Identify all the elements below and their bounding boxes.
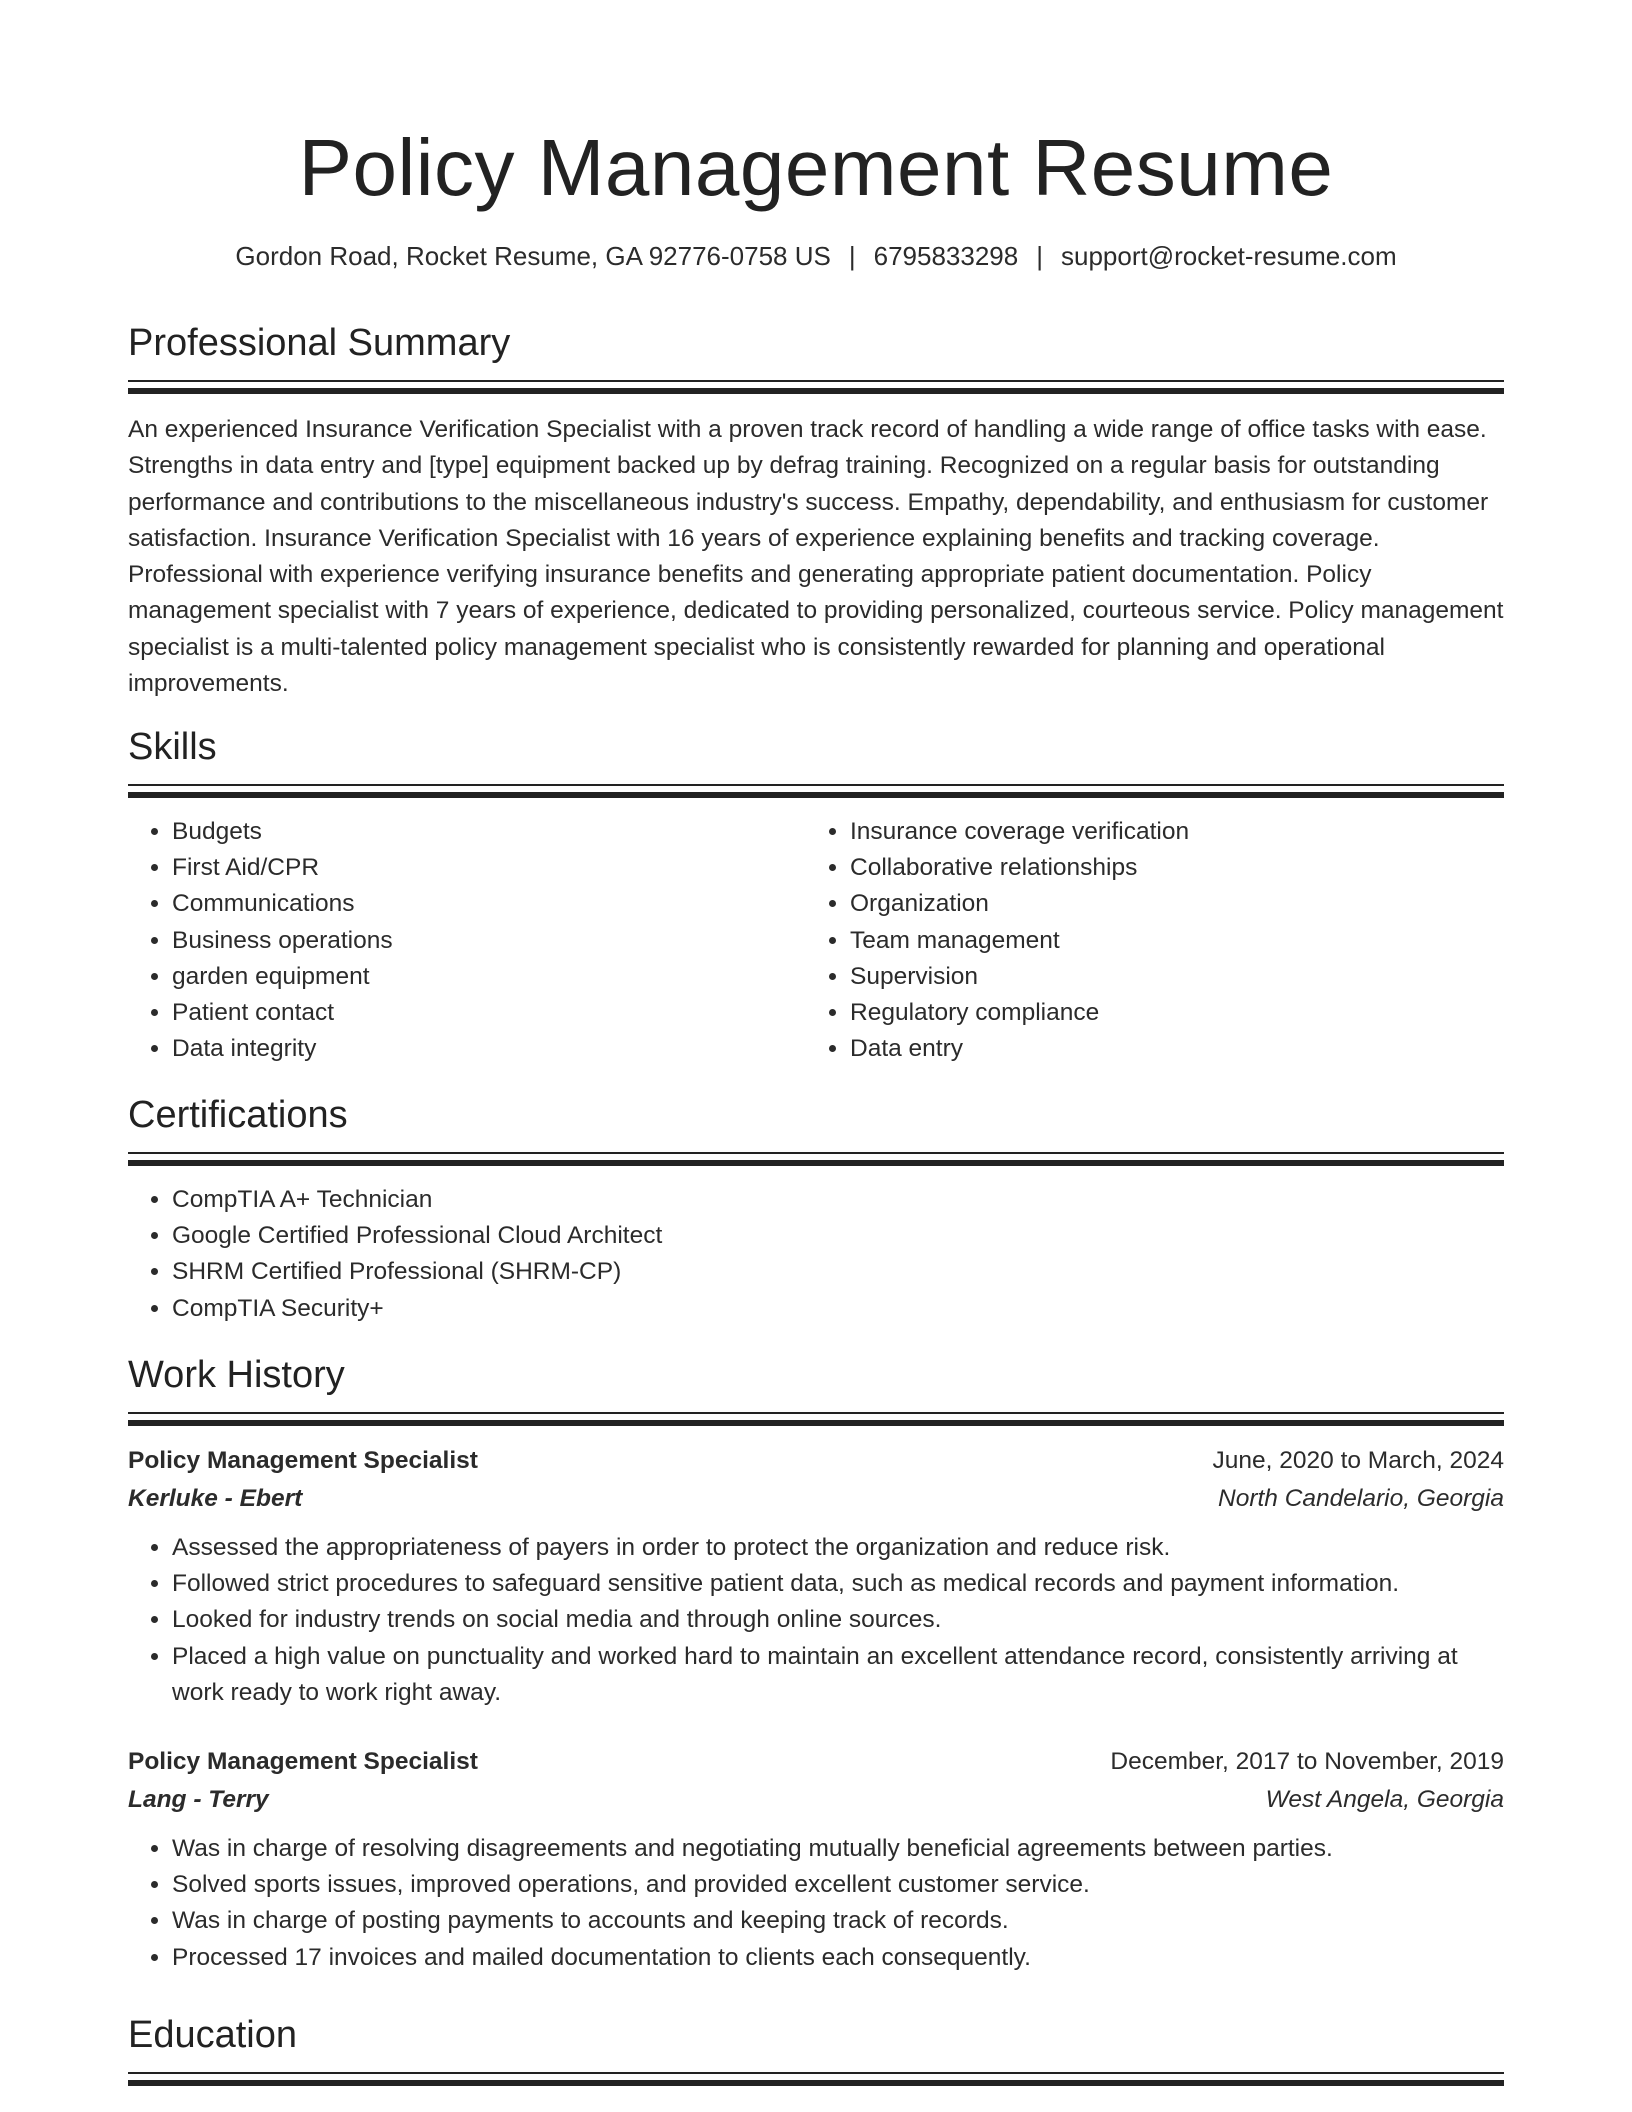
skills-left-list	[128, 814, 806, 1067]
section-divider	[128, 1412, 1504, 1426]
skill-item: • Data entry	[850, 1031, 1484, 1067]
job-location: West Angela, Georgia	[1265, 1786, 1504, 1814]
job-entry	[128, 1743, 1504, 1976]
work-history-section	[128, 1350, 1504, 1976]
job-company: Kerluke - Ebert	[128, 1485, 303, 1512]
section-divider	[128, 2072, 1504, 2086]
summary-section	[128, 318, 1504, 702]
job-subheader	[128, 1480, 1504, 1518]
skill-item: • garden equipment	[172, 959, 806, 995]
section-title-summary: Professional Summary	[128, 322, 511, 364]
contact-line	[128, 238, 1504, 274]
job-bullet: • Assessed the appropriateness of payers in order to protect the organization and reduce risk.	[172, 1530, 1504, 1566]
section-divider	[128, 380, 1504, 394]
contact-separator: |	[1036, 241, 1043, 271]
skill-item: • Organization	[850, 886, 1484, 922]
contact-phone: 6795833298	[873, 241, 1019, 271]
certification-item: • Google Certified Professional Cloud Architect	[172, 1218, 1504, 1254]
job-location: North Candelario, Georgia	[1218, 1485, 1504, 1512]
job-dates: December, 2017 to November, 2019	[1110, 1748, 1504, 1776]
job-subheader	[128, 1781, 1504, 1819]
job-bullet: • Was in charge of resolving disagreements and negotiating mutually beneficial agreements between parties.	[172, 1831, 1504, 1867]
job-company: Lang - Terry	[128, 1786, 269, 1814]
certification-item: • CompTIA Security+	[172, 1291, 1504, 1327]
job-bullet: • Processed 17 invoices and mailed documentation to clients each consequently.	[172, 1940, 1504, 1976]
job-entry	[128, 1442, 1504, 1711]
contact-email: support@rocket-resume.com	[1060, 241, 1397, 271]
skill-item: • Budgets	[172, 814, 806, 850]
job-header	[128, 1442, 1504, 1480]
job-title: Policy Management Specialist	[128, 1447, 478, 1474]
contact-separator: |	[848, 241, 856, 271]
skills-right-column	[806, 814, 1484, 1067]
certification-item: • SHRM Certified Professional (SHRM-CP)	[172, 1254, 1504, 1290]
resume-title: Policy Management Resume	[298, 123, 1334, 212]
skills-left-column	[128, 814, 806, 1067]
skills-columns	[128, 814, 1504, 1067]
job-header	[128, 1743, 1504, 1781]
section-title-work-history: Work History	[128, 1354, 345, 1396]
skills-section	[128, 722, 1504, 1067]
skill-item: • Data integrity	[172, 1031, 806, 1067]
skill-item: • Supervision	[850, 959, 1484, 995]
skill-item: • First Aid/CPR	[172, 850, 806, 886]
summary-text: An experienced Insurance Verification Specialist with a proven track record of handling a wide range of office tasks with ease. Strengths in data entry and [type] equipment backed up by defrag training. Recognized on a regular basis for outstanding performance and contributions to the miscellaneous industry's success. Empathy, dependability, and enthusiasm for customer satisfaction. Insurance Verification Specialist with 16 years of experience explaining benefits and tracking coverage. Professional with experience verifying insurance benefits and generating appropriate patient documentation. Policy management specialist with 7 years of experience, dedicated to providing personalized, courteous service. Policy management specialist is a multi-talented policy management specialist who is consistently rewarded for planning and operational improvements.	[128, 416, 1504, 698]
job-bullet: • Solved sports issues, improved operations, and provided excellent customer service.	[172, 1867, 1504, 1903]
job-bullet: • Looked for industry trends on social media and through online sources.	[172, 1602, 1504, 1638]
certification-item: • CompTIA A+ Technician	[172, 1182, 1504, 1218]
job-bullets	[128, 1530, 1504, 1711]
job-bullet: • Placed a high value on punctuality and worked hard to maintain an excellent attendance record, consistently arriving at work ready to work right away.	[172, 1639, 1504, 1711]
job-bullets	[128, 1831, 1504, 1976]
job-dates: June, 2020 to March, 2024	[1212, 1447, 1504, 1474]
job-bullet: • Followed strict procedures to safeguard sensitive patient data, such as medical records and payment information.	[172, 1566, 1504, 1602]
skill-item: • Patient contact	[172, 995, 806, 1031]
skill-item: • Collaborative relationships	[850, 850, 1484, 886]
section-divider	[128, 1152, 1504, 1166]
contact-address: Gordon Road, Rocket Resume, GA 92776-0758 US	[235, 241, 831, 271]
section-title-certifications: Certifications	[128, 1094, 348, 1136]
section-title-skills: Skills	[128, 726, 217, 768]
section-divider	[128, 784, 1504, 798]
education-section	[128, 2010, 1504, 2086]
certifications-list	[128, 1182, 1504, 1327]
skill-item: • Team management	[850, 923, 1484, 959]
job-title: Policy Management Specialist	[128, 1748, 478, 1776]
skill-item: • Communications	[172, 886, 806, 922]
skill-item: • Regulatory compliance	[850, 995, 1484, 1031]
skills-right-list	[806, 814, 1484, 1067]
skill-item: • Insurance coverage verification	[850, 814, 1484, 850]
certifications-section	[128, 1090, 1504, 1327]
skill-item: • Business operations	[172, 923, 806, 959]
job-bullet: • Was in charge of posting payments to accounts and keeping track of records.	[172, 1903, 1504, 1939]
section-title-education: Education	[128, 2014, 298, 2056]
